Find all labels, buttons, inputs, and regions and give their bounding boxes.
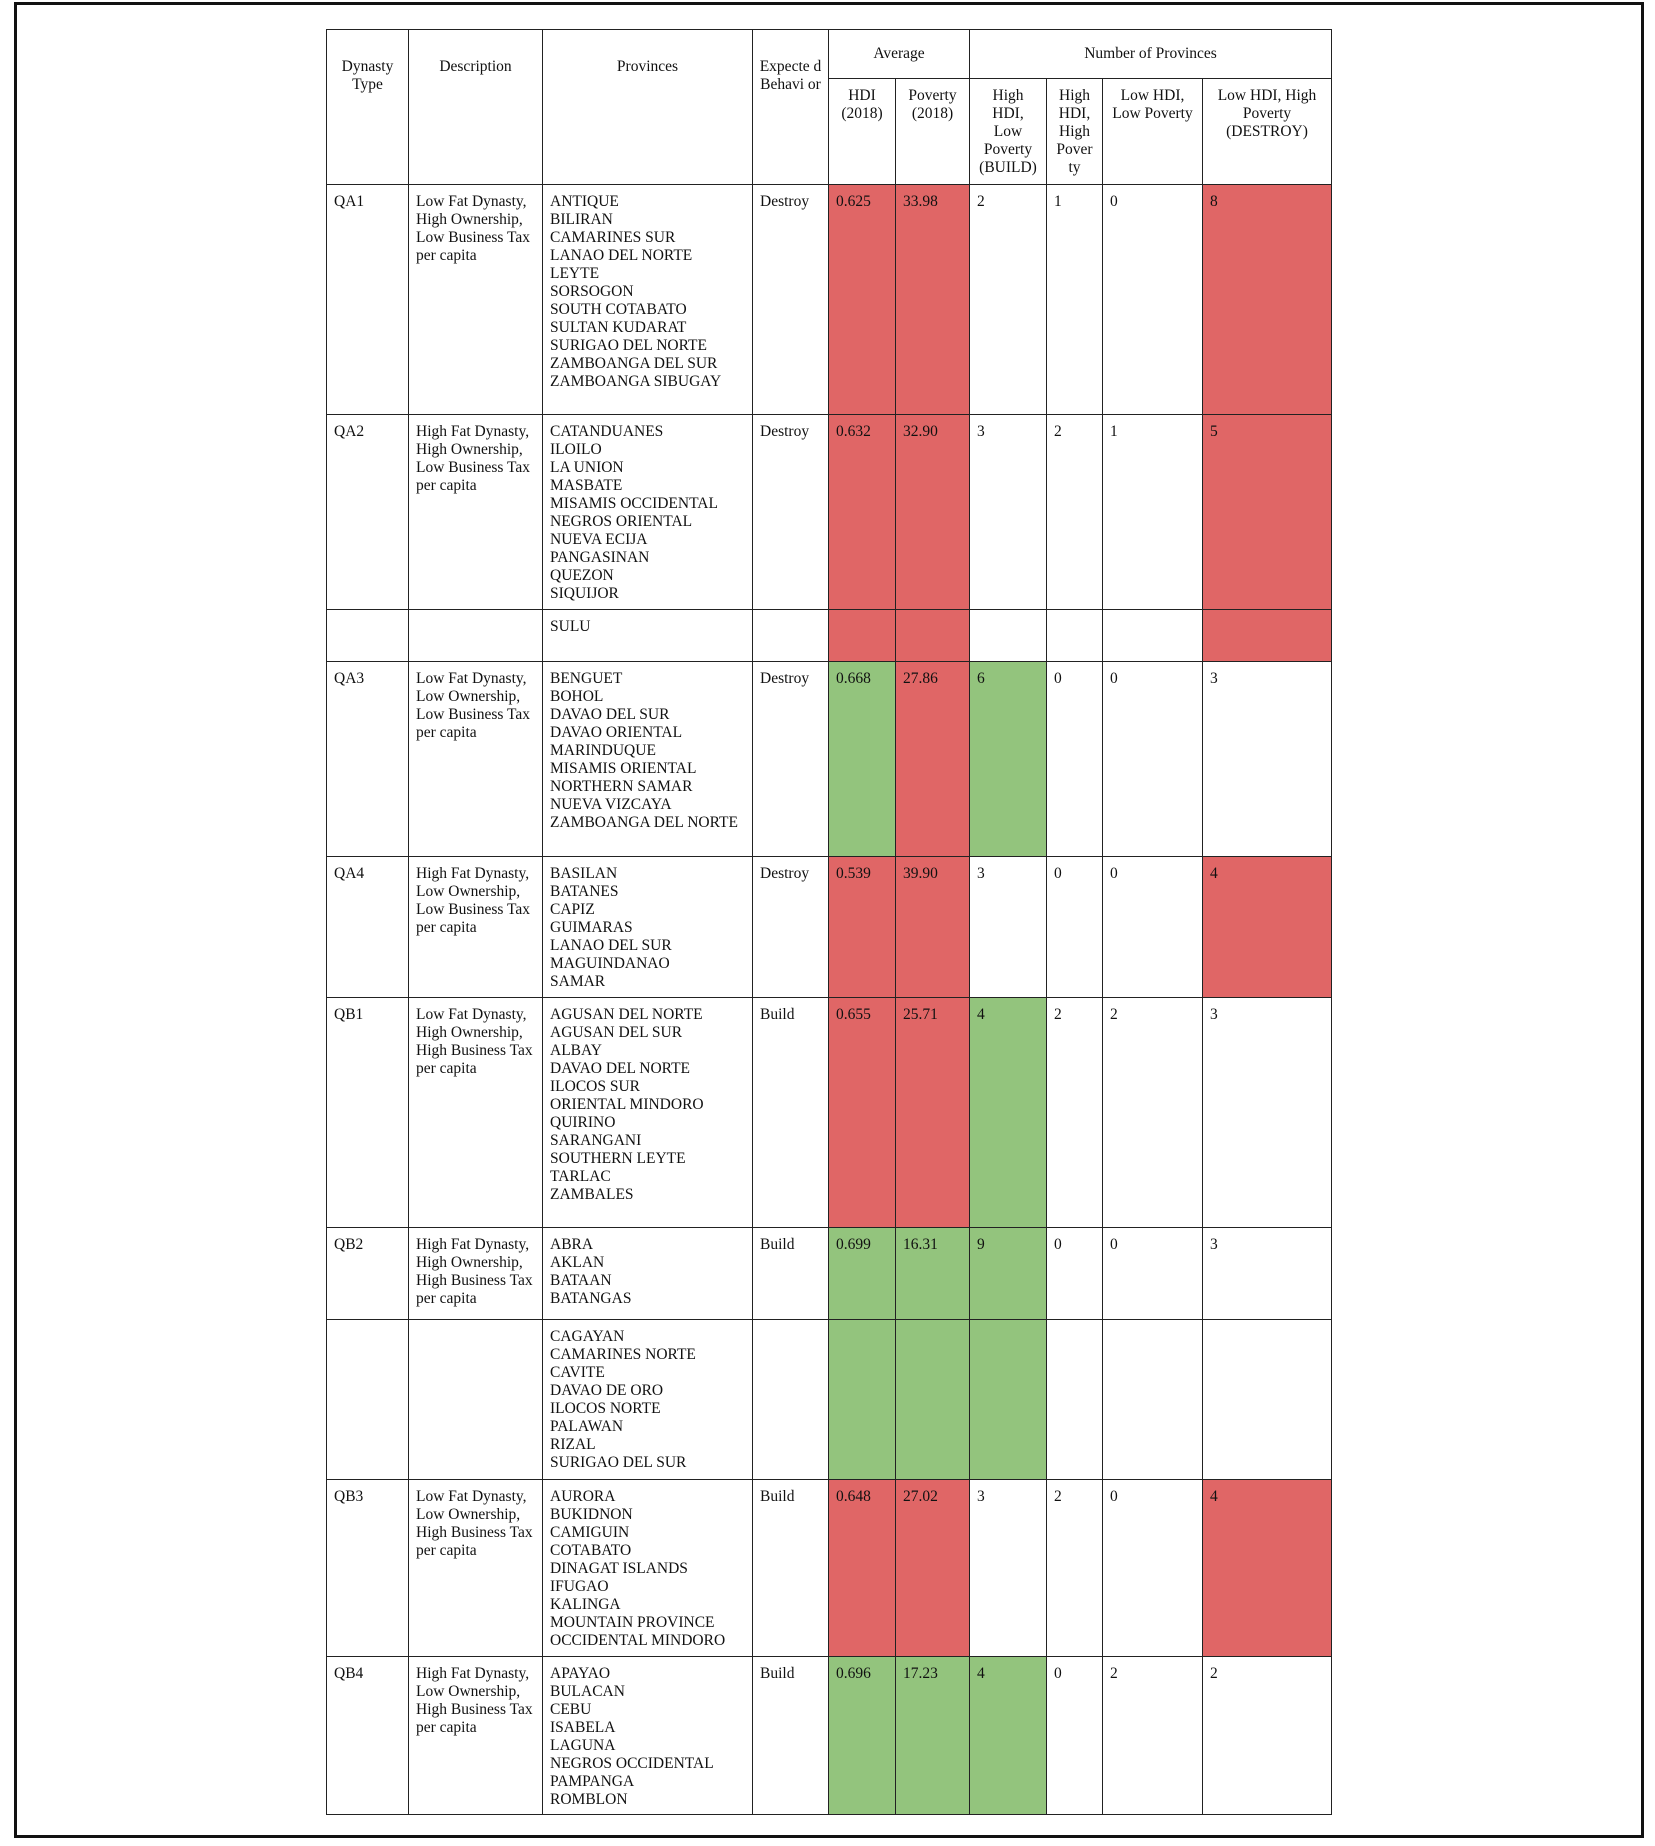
low-hdi-low-poverty-cell <box>1103 610 1203 662</box>
header-dynasty-type: Dynasty Type <box>327 30 409 185</box>
expected-behavior-cell: Build <box>753 1228 829 1320</box>
province-name: NUEVA VIZCAYA <box>550 796 672 813</box>
table-body <box>327 185 1332 1815</box>
province-name: CAMARINES SUR <box>550 229 676 246</box>
provinces-cell <box>543 1657 753 1815</box>
dynasty-type-cell: QA2 <box>327 415 409 610</box>
province-name: MOUNTAIN PROVINCE <box>550 1614 715 1631</box>
table-row <box>327 857 1332 998</box>
description-cell: Low Fat Dynasty, High Ownership, Low Business Tax per capita <box>409 185 543 415</box>
province-name: NEGROS ORIENTAL <box>550 513 693 530</box>
province-name: NEGROS OCCIDENTAL <box>550 1755 714 1772</box>
province-name: TARLAC <box>550 1168 611 1185</box>
expected-behavior-cell: Build <box>753 1657 829 1815</box>
low-hdi-low-poverty-cell: 0 <box>1103 662 1203 857</box>
hdi-cell: 0.539 <box>829 857 896 998</box>
hdi-cell: 0.668 <box>829 662 896 857</box>
dynasty-type-cell: QB4 <box>327 1657 409 1815</box>
dynasty-type-cell: QB3 <box>327 1480 409 1657</box>
province-name: ILOCOS NORTE <box>550 1400 661 1417</box>
low-hdi-low-poverty-cell: 0 <box>1103 857 1203 998</box>
poverty-cell: 39.90 <box>896 857 970 998</box>
dynasty-type-cell: QB1 <box>327 998 409 1228</box>
province-name: DAVAO ORIENTAL <box>550 724 683 741</box>
province-name: QUEZON <box>550 567 614 584</box>
province-name: ORIENTAL MINDORO <box>550 1096 704 1113</box>
destroy-count-cell <box>1203 1320 1332 1480</box>
description-cell: High Fat Dynasty, Low Ownership, High Business Tax per capita <box>409 1657 543 1815</box>
province-name: SULU <box>550 618 591 635</box>
province-name: LEYTE <box>550 265 600 282</box>
dynasty-type-cell: QA4 <box>327 857 409 998</box>
hdi-cell: 0.655 <box>829 998 896 1228</box>
provinces-cell <box>543 610 753 662</box>
low-hdi-low-poverty-cell: 0 <box>1103 1228 1203 1320</box>
poverty-cell: 32.90 <box>896 415 970 610</box>
province-name: SARANGANI <box>550 1132 642 1149</box>
province-name: LAGUNA <box>550 1737 616 1754</box>
province-name: AKLAN <box>550 1254 605 1271</box>
province-name: ZAMBOANGA DEL NORTE <box>550 814 738 831</box>
province-name: CATANDUANES <box>550 423 664 440</box>
province-name: BUKIDNON <box>550 1506 633 1523</box>
hdi-cell: 0.632 <box>829 415 896 610</box>
poverty-cell <box>896 610 970 662</box>
poverty-cell: 25.71 <box>896 998 970 1228</box>
dynasty-type-cell: QB2 <box>327 1228 409 1320</box>
header-hdi: HDI (2018) <box>829 79 896 185</box>
description-cell <box>409 1320 543 1480</box>
dynasty-type-cell <box>327 1320 409 1480</box>
province-name: GUIMARAS <box>550 919 633 936</box>
high-hdi-high-poverty-cell <box>1047 610 1103 662</box>
table-row <box>327 610 1332 662</box>
poverty-cell <box>896 1320 970 1480</box>
low-hdi-low-poverty-cell: 2 <box>1103 1657 1203 1815</box>
province-name: OCCIDENTAL MINDORO <box>550 1632 726 1649</box>
header-poverty: Poverty (2018) <box>896 79 970 185</box>
header-provinces: Provinces <box>543 30 753 185</box>
province-name: NUEVA ECIJA <box>550 531 648 548</box>
province-name: ILOCOS SUR <box>550 1078 641 1095</box>
province-name: IFUGAO <box>550 1578 609 1595</box>
high-hdi-high-poverty-cell: 2 <box>1047 415 1103 610</box>
provinces-cell <box>543 1228 753 1320</box>
province-name: ILOILO <box>550 441 602 458</box>
province-name: DAVAO DEL SUR <box>550 706 670 723</box>
description-cell <box>409 610 543 662</box>
province-name: PAMPANGA <box>550 1773 635 1790</box>
low-hdi-low-poverty-cell: 2 <box>1103 998 1203 1228</box>
destroy-count-cell: 4 <box>1203 857 1332 998</box>
build-count-cell: 3 <box>970 857 1047 998</box>
expected-behavior-cell: Destroy <box>753 662 829 857</box>
table-row <box>327 1657 1332 1815</box>
low-hdi-low-poverty-cell: 1 <box>1103 415 1203 610</box>
province-name: COTABATO <box>550 1542 632 1559</box>
header-low-hdi-low-poverty: Low HDI, Low Poverty <box>1103 79 1203 185</box>
destroy-count-cell: 3 <box>1203 1228 1332 1320</box>
province-name: DAVAO DEL NORTE <box>550 1060 691 1077</box>
provinces-cell <box>543 1480 753 1657</box>
expected-behavior-cell: Destroy <box>753 857 829 998</box>
province-name: LANAO DEL SUR <box>550 937 672 954</box>
header-description: Description <box>409 30 543 185</box>
build-count-cell: 6 <box>970 662 1047 857</box>
description-cell: High Fat Dynasty, Low Ownership, Low Business Tax per capita <box>409 857 543 998</box>
low-hdi-low-poverty-cell: 0 <box>1103 1480 1203 1657</box>
province-name: AGUSAN DEL NORTE <box>550 1006 703 1023</box>
table-row <box>327 998 1332 1228</box>
description-cell: High Fat Dynasty, High Ownership, High Business Tax per capita <box>409 1228 543 1320</box>
expected-behavior-cell: Build <box>753 1480 829 1657</box>
province-name: AURORA <box>550 1488 616 1505</box>
destroy-count-cell: 3 <box>1203 998 1332 1228</box>
province-name: BATANES <box>550 883 619 900</box>
province-name: ZAMBOANGA DEL SUR <box>550 355 718 372</box>
province-name: SAMAR <box>550 973 606 990</box>
province-name: ABRA <box>550 1236 594 1253</box>
destroy-count-cell: 5 <box>1203 415 1332 610</box>
dynasty-type-cell: QA3 <box>327 662 409 857</box>
high-hdi-high-poverty-cell: 2 <box>1047 998 1103 1228</box>
province-name: NORTHERN SAMAR <box>550 778 693 795</box>
province-name: RIZAL <box>550 1436 596 1453</box>
province-name: ROMBLON <box>550 1791 628 1808</box>
province-name: APAYAO <box>550 1665 611 1682</box>
description-cell: High Fat Dynasty, High Ownership, Low Business Tax per capita <box>409 415 543 610</box>
province-name: MASBATE <box>550 477 623 494</box>
province-name: DINAGAT ISLANDS <box>550 1560 688 1577</box>
build-count-cell: 3 <box>970 415 1047 610</box>
build-count-cell: 4 <box>970 998 1047 1228</box>
province-name: MISAMIS OCCIDENTAL <box>550 495 718 512</box>
province-name: QUIRINO <box>550 1114 616 1131</box>
province-name: MISAMIS ORIENTAL <box>550 760 697 777</box>
province-name: SULTAN KUDARAT <box>550 319 687 336</box>
province-name: BOHOL <box>550 688 604 705</box>
high-hdi-high-poverty-cell: 0 <box>1047 857 1103 998</box>
high-hdi-high-poverty-cell: 0 <box>1047 662 1103 857</box>
low-hdi-low-poverty-cell: 0 <box>1103 185 1203 415</box>
province-name: BULACAN <box>550 1683 625 1700</box>
province-name: ALBAY <box>550 1042 602 1059</box>
poverty-cell: 33.98 <box>896 185 970 415</box>
dynasty-table <box>326 29 1332 1815</box>
province-name: DAVAO DE ORO <box>550 1382 664 1399</box>
build-count-cell <box>970 610 1047 662</box>
province-name: SOUTHERN LEYTE <box>550 1150 686 1167</box>
province-name: BILIRAN <box>550 211 613 228</box>
header-number-of-provinces: Number of Provinces <box>970 30 1332 79</box>
province-name: KALINGA <box>550 1596 621 1613</box>
province-name: CAVITE <box>550 1364 605 1381</box>
province-name: ZAMBOANGA SIBUGAY <box>550 373 722 390</box>
destroy-count-cell: 2 <box>1203 1657 1332 1815</box>
provinces-cell <box>543 998 753 1228</box>
high-hdi-high-poverty-cell: 1 <box>1047 185 1103 415</box>
provinces-cell <box>543 1320 753 1480</box>
province-name: CAMARINES NORTE <box>550 1346 696 1363</box>
expected-behavior-cell <box>753 1320 829 1480</box>
destroy-count-cell: 8 <box>1203 185 1332 415</box>
destroy-count-cell <box>1203 610 1332 662</box>
expected-behavior-cell: Destroy <box>753 185 829 415</box>
hdi-cell: 0.625 <box>829 185 896 415</box>
province-name: CAGAYAN <box>550 1328 625 1345</box>
hdi-cell <box>829 1320 896 1480</box>
destroy-count-cell: 3 <box>1203 662 1332 857</box>
expected-behavior-cell: Build <box>753 998 829 1228</box>
table-row <box>327 1480 1332 1657</box>
header-high-hdi-high-poverty: High HDI, High Pover ty <box>1047 79 1103 185</box>
province-name: ANTIQUE <box>550 193 619 210</box>
province-name: PALAWAN <box>550 1418 624 1435</box>
poverty-cell: 27.02 <box>896 1480 970 1657</box>
province-name: ISABELA <box>550 1719 616 1736</box>
description-cell: Low Fat Dynasty, Low Ownership, High Business Tax per capita <box>409 1480 543 1657</box>
province-name: AGUSAN DEL SUR <box>550 1024 683 1041</box>
province-name: BASILAN <box>550 865 618 882</box>
build-count-cell: 3 <box>970 1480 1047 1657</box>
provinces-cell <box>543 415 753 610</box>
build-count-cell: 2 <box>970 185 1047 415</box>
hdi-cell: 0.696 <box>829 1657 896 1815</box>
high-hdi-high-poverty-cell: 0 <box>1047 1657 1103 1815</box>
header-expected-behavior: Expecte d Behavi or <box>753 30 829 185</box>
header-average: Average <box>829 30 970 79</box>
province-name: SORSOGON <box>550 283 634 300</box>
high-hdi-high-poverty-cell: 0 <box>1047 1228 1103 1320</box>
hdi-cell <box>829 610 896 662</box>
table-row <box>327 1228 1332 1320</box>
low-hdi-low-poverty-cell <box>1103 1320 1203 1480</box>
province-name: CAPIZ <box>550 901 595 918</box>
poverty-cell: 27.86 <box>896 662 970 857</box>
province-name: LA UNION <box>550 459 624 476</box>
province-name: CEBU <box>550 1701 592 1718</box>
province-name: LANAO DEL NORTE <box>550 247 693 264</box>
province-name: BATAAN <box>550 1272 612 1289</box>
province-name: MARINDUQUE <box>550 742 656 759</box>
hdi-cell: 0.699 <box>829 1228 896 1320</box>
province-name: SURIGAO DEL SUR <box>550 1454 687 1471</box>
description-cell: Low Fat Dynasty, Low Ownership, Low Business Tax per capita <box>409 662 543 857</box>
province-name: MAGUINDANAO <box>550 955 670 972</box>
expected-behavior-cell: Destroy <box>753 415 829 610</box>
dynasty-type-cell <box>327 610 409 662</box>
high-hdi-high-poverty-cell: 2 <box>1047 1480 1103 1657</box>
province-name: CAMIGUIN <box>550 1524 630 1541</box>
provinces-cell <box>543 662 753 857</box>
hdi-cell: 0.648 <box>829 1480 896 1657</box>
table-row <box>327 185 1332 415</box>
header-build: High HDI, Low Poverty (BUILD) <box>970 79 1047 185</box>
provinces-cell <box>543 185 753 415</box>
expected-behavior-cell <box>753 610 829 662</box>
table-row <box>327 1320 1332 1480</box>
province-name: BATANGAS <box>550 1290 632 1307</box>
province-name: BENGUET <box>550 670 623 687</box>
build-count-cell <box>970 1320 1047 1480</box>
dynasty-type-cell: QA1 <box>327 185 409 415</box>
province-name: PANGASINAN <box>550 549 650 566</box>
province-name: SIQUIJOR <box>550 585 619 602</box>
table-row <box>327 415 1332 610</box>
build-count-cell: 9 <box>970 1228 1047 1320</box>
province-name: ZAMBALES <box>550 1186 634 1203</box>
poverty-cell: 16.31 <box>896 1228 970 1320</box>
province-name: SURIGAO DEL NORTE <box>550 337 707 354</box>
table-row <box>327 662 1332 857</box>
destroy-count-cell: 4 <box>1203 1480 1332 1657</box>
province-name: SOUTH COTABATO <box>550 301 687 318</box>
description-cell: Low Fat Dynasty, High Ownership, High Business Tax per capita <box>409 998 543 1228</box>
poverty-cell: 17.23 <box>896 1657 970 1815</box>
build-count-cell: 4 <box>970 1657 1047 1815</box>
header-destroy: Low HDI, High Poverty (DESTROY) <box>1203 79 1332 185</box>
high-hdi-high-poverty-cell <box>1047 1320 1103 1480</box>
provinces-cell <box>543 857 753 998</box>
